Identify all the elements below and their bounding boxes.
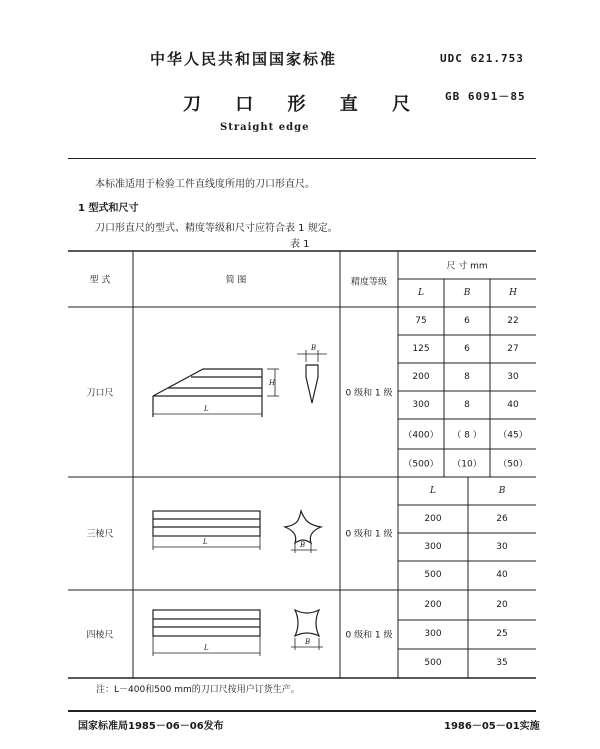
square-cell: 500 <box>424 658 442 668</box>
knife-cell: （ 8 ） <box>452 430 482 441</box>
square-grade: 0 级和 1 级 <box>345 630 393 641</box>
header-grade: 精度等级 <box>350 277 388 288</box>
square-cell: 25 <box>496 629 508 639</box>
gb-code: GB 6091－85 <box>445 90 526 103</box>
header-type: 型 式 <box>89 275 111 286</box>
square-ruler-diagram <box>133 590 340 678</box>
knife-cell: 30 <box>507 372 519 382</box>
header-dimensions: 尺 寸 mm <box>446 261 488 272</box>
square-cell: 200 <box>424 600 442 610</box>
section-text: 刀口形直尺的型式、精度等级和尺寸应符合表 1 规定。 <box>95 223 338 234</box>
header-L: L <box>418 288 424 298</box>
triangle-cell: 30 <box>496 542 508 552</box>
triangle-cell: 40 <box>496 570 508 580</box>
intro-paragraph: 本标准适用于检验工件直线度所用的刀口形直尺。 <box>95 179 315 190</box>
bottom-rule <box>68 710 536 712</box>
triangle-cell: 26 <box>496 514 508 524</box>
triangle-header-B: B <box>498 486 506 496</box>
knife-dim-L: L <box>204 405 209 413</box>
knife-dim-B: B <box>311 344 317 352</box>
knife-cell: （500） <box>403 459 439 470</box>
udc-code: UDC 621.753 <box>440 52 524 65</box>
triangle-cell: 300 <box>424 542 442 552</box>
square-cell: 35 <box>496 658 508 668</box>
publish-date: 国家标准局1985－06－06发布 <box>78 721 224 732</box>
knife-cell: 200 <box>412 372 430 382</box>
knife-cell: （45） <box>498 430 528 441</box>
header-H: H <box>509 288 517 298</box>
implement-date: 1986－05－01实施 <box>444 721 540 732</box>
square-cell: 300 <box>424 629 442 639</box>
header-diagram: 简 图 <box>225 275 247 286</box>
table-caption: 表 1 <box>290 239 310 250</box>
triangle-ruler-diagram <box>133 477 340 590</box>
footnote: 注：L－400和500 mm的刀口尺按用户订货生产。 <box>96 685 300 695</box>
knife-edge-diagram <box>133 307 340 477</box>
knife-cell: 6 <box>464 316 470 326</box>
square-type: 四棱尺 <box>86 630 114 641</box>
knife-cell: （50） <box>498 459 528 470</box>
triangle-dim-L: L <box>203 538 208 546</box>
square-dim-B: B <box>305 638 311 646</box>
triangle-dim-B: B <box>300 541 306 549</box>
knife-cell: （400） <box>403 430 439 441</box>
knife-cell: （10） <box>452 459 482 470</box>
triangle-cell: 200 <box>424 514 442 524</box>
knife-grade: 0 级和 1 级 <box>345 388 393 399</box>
knife-type: 刀口尺 <box>86 388 114 399</box>
knife-cell: 300 <box>412 400 430 410</box>
knife-dim-H: H <box>269 379 276 387</box>
knife-cell: 40 <box>507 400 519 410</box>
knife-cell: 8 <box>464 400 470 410</box>
square-cell: 20 <box>496 600 508 610</box>
triangle-cell: 500 <box>424 570 442 580</box>
english-title: Straight edge <box>220 122 310 133</box>
document-title: 刀 口 形 直 尺 <box>183 94 425 115</box>
triangle-header-L: L <box>430 486 436 496</box>
standard-name: 中华人民共和国国家标准 <box>150 50 338 68</box>
knife-cell: 27 <box>507 344 519 354</box>
square-dim-L: L <box>204 644 209 652</box>
knife-cell: 75 <box>415 316 427 326</box>
knife-cell: 6 <box>464 344 470 354</box>
knife-cell: 125 <box>412 344 430 354</box>
knife-cell: 22 <box>507 316 519 326</box>
knife-cell: 8 <box>464 372 470 382</box>
section-heading: 1 型式和尺寸 <box>78 203 139 214</box>
header-B: B <box>463 288 471 298</box>
triangle-grade: 0 级和 1 级 <box>345 529 393 540</box>
triangle-type: 三棱尺 <box>86 529 114 540</box>
